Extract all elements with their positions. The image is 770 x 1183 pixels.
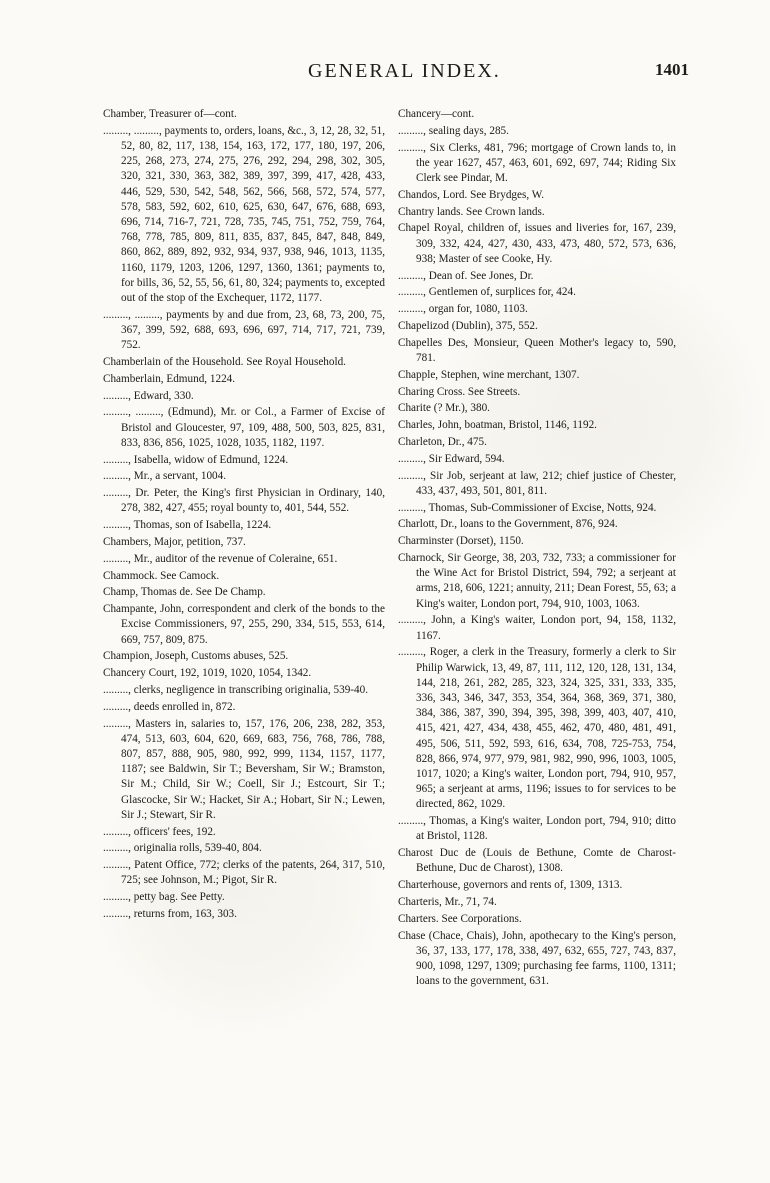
index-entry: Chandos, Lord. See Brydges, W. [398, 188, 545, 201]
index-entry: Chancery Court, 192, 1019, 1020, 1054, 1342. [103, 667, 312, 680]
index-entry: Charost Duc de (Louis de Bethune, Comte de Charost-Bethune, Duc de Charost), 1308. [398, 847, 676, 875]
index-entry: ........., Thomas, a King's waiter, London port, 794, 910; ditto at Bristol, 1128. [398, 815, 676, 843]
index-entry: Charters. See Corporations. [398, 912, 522, 925]
index-entry: ........., ........., payments by and due from, 23, 68, 73, 200, 75, 367, 399, 592, 688, 693, 696, 697, 714, 717, 721, 739, 752. [103, 308, 385, 352]
index-entry: Chambers, Major, petition, 737. [103, 536, 246, 549]
index-entry: ........., Gentlemen of, surplices for, 424. [398, 286, 576, 299]
index-entry: ........., organ for, 1080, 1103. [398, 303, 528, 316]
index-entry: Charing Cross. See Streets. [398, 385, 521, 398]
index-entry: ........., returns from, 163, 303. [103, 908, 237, 920]
index-entry: Charleton, Dr., 475. [398, 435, 487, 448]
index-entry: ........., Dr. Peter, the King's first Physician in Ordinary, 140, 278, 382, 427, 455; royal bounty to, 401, 544, 552. [103, 487, 385, 515]
index-entry: Chapel Royal, children of, issues and liveries for, 167, 239, 309, 332, 424, 427, 430, 433, 473, 480, 572, 573, 636, 938; Master of see Cooke, Hy. [398, 222, 676, 265]
index-entry: ........., Masters in, salaries to, 157, 176, 206, 238, 282, 353, 474, 513, 603, 604, 620, 669, 683, 756, 768, 786, 788, 807, 857, 888, 905, 980, 992, 999, 1134, 1157, 1177, 1187; see Baldwin, Sir T.; Beversham, Sir W.; Bramston, Sir M.; Child, Sir W.; Coell, Sir J.; Estcourt, Sir T.; Glascocke, Sir W.; Hacket, Sir A.; Hobart, Sir N.; Lewen, Sir J.; Stewart, Sir R. [103, 717, 385, 821]
page-header [0, 60, 770, 90]
index-entry: Charteris, Mr., 71, 74. [398, 895, 497, 908]
index-entry: Champante, John, correspondent and clerk of the bonds to the Excise Commissioners, 97, 255, 290, 334, 515, 553, 614, 669, 757, 809, 875. [103, 603, 385, 646]
index-entry: ........., originalia rolls, 539-40, 804. [103, 842, 262, 855]
index-entry: Charite (? Mr.), 380. [398, 402, 490, 415]
index-entry: ........., Six Clerks, 481, 796; mortgage of Crown lands to, in the year 1627, 457, 463, 601, 692, 697, 744; Riding Six Clerk see Pindar, M. [398, 141, 676, 184]
index-entry: ........., Thomas, son of Isabella, 1224. [103, 519, 272, 532]
index-entry: Chancery—cont. [398, 108, 475, 120]
index-entry: ........., Sir Job, serjeant at law, 212; chief justice of Chester, 433, 437, 493, 501, 801, 811. [398, 469, 676, 497]
index-entry: ........., ........., (Edmund), Mr. or Col., a Farmer of Excise of Bristol and Gloucester, 97, 109, 488, 500, 503, 825, 831, 833, 836, 856, 1025, 1028, 1035, 1182, 1197. [103, 406, 385, 449]
index-entry: ........., Thomas, Sub-Commissioner of Excise, Notts, 924. [398, 501, 657, 514]
running-title: GENERAL INDEX. [308, 60, 501, 82]
index-entry: ........., officers' fees, 192. [103, 825, 216, 838]
index-entry: Charles, John, boatman, Bristol, 1146, 1192. [398, 419, 597, 432]
index-entry: Chapple, Stephen, wine merchant, 1307. [398, 368, 580, 381]
index-entry: Champion, Joseph, Customs abuses, 525. [103, 650, 289, 663]
left-index-column [103, 107, 385, 924]
index-entry: ........., Mr., auditor of the revenue of Coleraine, 651. [103, 552, 338, 565]
index-entry: Charlott, Dr., loans to the Government, 876, 924. [398, 518, 618, 531]
index-entry: ........., deeds enrolled in, 872. [103, 700, 236, 713]
index-entry: ........., Roger, a clerk in the Treasury, formerly a clerk to Sir Philip Warwick, 13, 49, 87, 111, 112, 120, 128, 131, 134, 144, 218, 261, 282, 285, 323, 324, 325, 331, 333, 335, 336, 343, 346, 347, 353, 354, 364, 368, 369, 371, 380, 384, 386, 387, 390, 394, 395, 398, 399, 403, 407, 410, 415, 421, 427, 434, 438, 455, 462, 470, 480, 481, 491, 495, 506, 511, 592, 593, 616, 634, 708, 725-753, 754, 828, 866, 974, 977, 979, 981, 982, 990, 996, 1003, 1005, 1017, 1020; a King's waiter, London port, 794, 910, 957, 965; a serjeant at arms, 1196; issues to for services to be directed, 862, 1029. [398, 646, 676, 811]
index-entry: Chapelizod (Dublin), 375, 552. [398, 319, 538, 332]
right-index-column [398, 107, 676, 991]
index-entry: Chamber, Treasurer of—cont. [103, 108, 237, 120]
index-entry: ........., sealing days, 285. [398, 124, 509, 137]
index-entry: Chamberlain of the Household. See Royal Household. [103, 356, 346, 369]
index-entry: ........., John, a King's waiter, London port, 94, 158, 1132, 1167. [398, 614, 676, 642]
index-entry: ........., Sir Edward, 594. [398, 452, 505, 465]
page-number: 1401 [655, 60, 689, 79]
index-entry: Champ, Thomas de. See De Champ. [103, 586, 266, 599]
index-entry: Charminster (Dorset), 1150. [398, 535, 524, 548]
index-entry: ........., Patent Office, 772; clerks of the patents, 264, 317, 510, 725; see Johnson, M.; Pigot, Sir R. [103, 859, 385, 887]
index-entry: ........., clerks, negligence in transcribing originalia, 539-40. [103, 684, 369, 696]
index-entry: Chammock. See Camock. [103, 569, 220, 582]
index-entry: Chantry lands. See Crown lands. [398, 205, 545, 218]
index-entry: Chapelles Des, Monsieur, Queen Mother's legacy to, 590, 781. [398, 336, 676, 364]
index-entry: ........., Dean of. See Jones, Dr. [398, 269, 534, 282]
index-entry: ........., Isabella, widow of Edmund, 1224. [103, 453, 289, 466]
index-entry: ........., petty bag. See Petty. [103, 891, 225, 904]
index-entry: ........., Edward, 330. [103, 389, 194, 402]
index-entry: ........., Mr., a servant, 1004. [103, 470, 227, 483]
index-entry: Chamberlain, Edmund, 1224. [103, 372, 236, 385]
index-entry: Chase (Chace, Chais), John, apothecary to the King's person, 36, 37, 133, 177, 178, 338, 497, 632, 655, 727, 743, 837, 900, 1098, 1297, 1309; purchasing fee farms, 1100, 1311; loans to the government, 631. [398, 929, 676, 988]
index-entry: Charnock, Sir George, 38, 203, 732, 733; a commissioner for the Wine Act for Bristol District, 594, 792; a serjeant at arms, 218, 606, 1221; annuity, 211; Dean Forest, 55, 63; a King's waiter, London port, 794, 910, 1003, 1063. [398, 551, 676, 610]
index-entry: ........., ........., payments to, orders, loans, &c., 3, 12, 28, 32, 51, 52, 80, 82, 117, 138, 154, 163, 172, 177, 180, 197, 206, 225, 268, 273, 274, 275, 276, 292, 294, 298, 302, 305, 320, 321, 330, 363, 382, 389, 397, 399, 417, 428, 433, 446, 529, 530, 542, 548, 562, 566, 568, 572, 574, 577, 578, 583, 592, 602, 610, 625, 630, 647, 676, 688, 693, 696, 714, 716-7, 721, 728, 735, 745, 751, 752, 759, 764, 768, 778, 785, 809, 811, 835, 837, 845, 847, 848, 849, 860, 862, 889, 892, 932, 934, 937, 938, 946, 1013, 1135, 1160, 1179, 1203, 1206, 1297, 1360, 1361; payments to, for bills, 36, 52, 55, 56, 61, 80, 324; payments to, excepted out of the stop of the Exchequer, 1172, 1177. [103, 124, 385, 305]
index-entry: Charterhouse, governors and rents of, 1309, 1313. [398, 879, 623, 892]
